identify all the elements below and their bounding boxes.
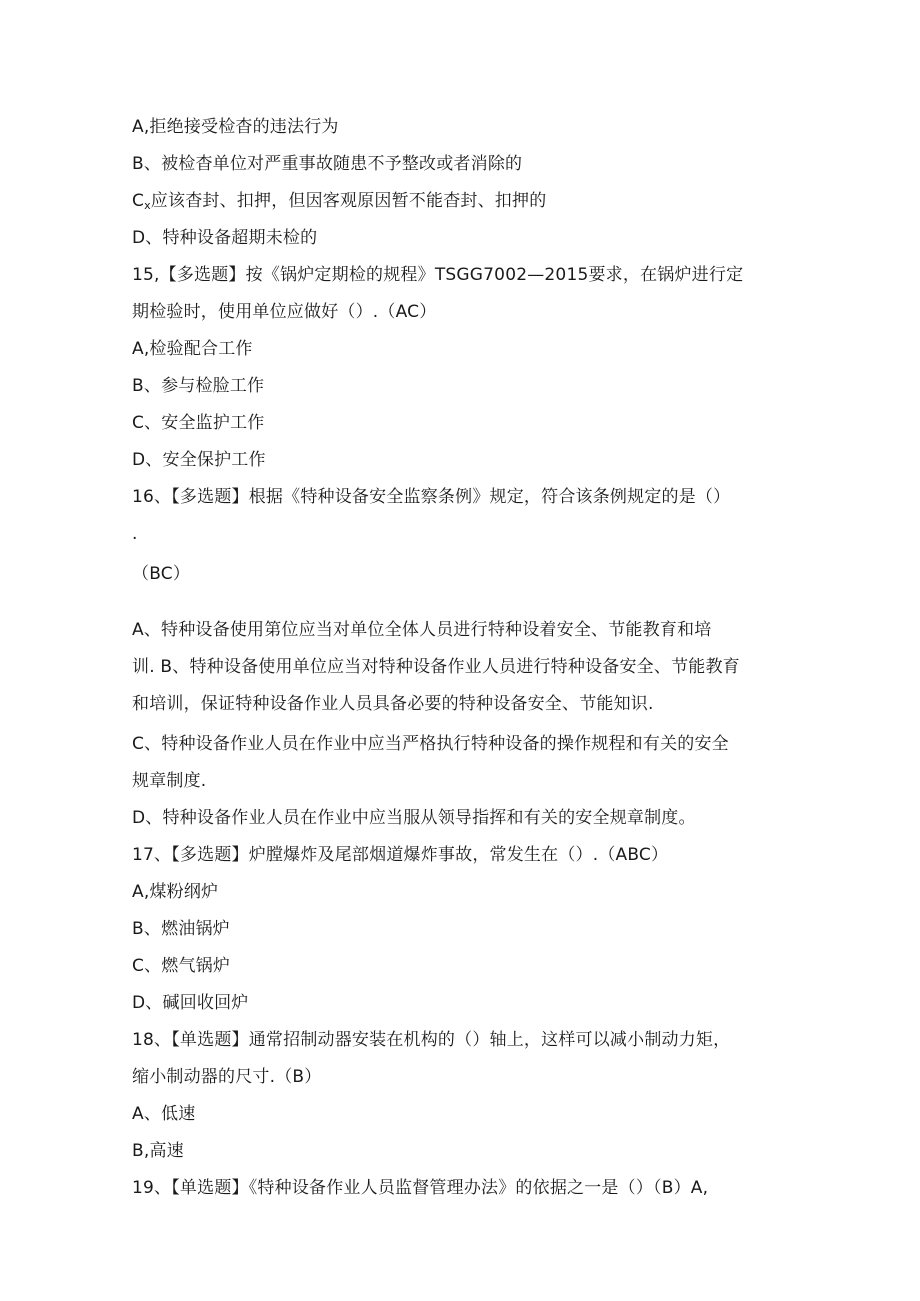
option-16d: D、特种设备作业人员在作业中应当服从领导指挥和有关的安全规章制度。 <box>132 808 696 828</box>
question-18-cont: 缩小制动器的尺寸.（B） <box>132 1067 322 1087</box>
option-14d: D、特种设备超期未检的 <box>132 228 318 248</box>
option-16b: 训. B、特种设备使用单位应当对特种设备作业人员进行特种设备安全、节能教育 <box>132 657 740 677</box>
option-16b-cont: 和培训，保证特种设备作业人员具备必要的特种设备安全、节能知识. <box>132 694 654 714</box>
option-16a: A、特种设备使用第位应当对单位全体人员进行特种设着安全、节能教育和培 <box>132 620 712 640</box>
option-17b: B、燃油锅炉 <box>132 919 230 939</box>
option-14a: A,拒绝接受检杳的违法行为 <box>132 117 339 137</box>
question-18: 18、【单选题】通常招制动器安装在机构的（）轴上，这样可以减小制动力矩， <box>132 1030 731 1050</box>
question-16: 16、【多选题】根据《特种设备安全监察条例》规定，符合该条例规定的是（） <box>132 487 731 507</box>
option-14c-subscript: x <box>144 199 151 212</box>
question-17: 17、【多选题】炉膛爆炸及尾部烟道爆炸事故，常发生在（）.（ABC） <box>132 845 669 865</box>
option-14c-text: 应该杳封、扣押，但因客观原因暂不能杳封、扣押的 <box>150 191 547 211</box>
question-19: 19、【单选题】《特种设备作业人员监督管理办法》的依据之一是（）（B）A, <box>132 1178 709 1198</box>
option-15c: C、安全监护工作 <box>132 413 265 433</box>
question-16-answer: （BC） <box>132 564 191 584</box>
question-15-cont: 期检验时，使用单位应做好（）.（AC） <box>132 302 437 322</box>
option-16c-cont: 规章制度. <box>132 771 207 791</box>
option-14c-letter: C <box>132 191 145 211</box>
option-18a: A、低速 <box>132 1104 196 1124</box>
option-15a: A,检验配合工作 <box>132 339 253 359</box>
option-15d: D、安全保护工作 <box>132 450 266 470</box>
option-17d: D、碱回收回炉 <box>132 993 249 1013</box>
question-16-period: . <box>132 524 138 544</box>
option-14c <box>132 190 792 217</box>
option-18b: B,高速 <box>132 1141 184 1161</box>
option-17c: C、燃气锅炉 <box>132 956 231 976</box>
option-14b: B、被检杳单位对严重事故随患不予整改或者消除的 <box>132 154 523 174</box>
option-16c: C、特种设备作业人员在作业中应当严格执行特种设备的操作规程和有关的安全 <box>132 734 729 754</box>
option-15b: B、参与检脸工作 <box>132 376 265 396</box>
option-17a: A,煤粉纲炉 <box>132 882 219 902</box>
question-15: 15,【多选题】按《锅炉定期检的规程》TSGG7002—2015要求，在锅炉进行定 <box>132 265 744 285</box>
